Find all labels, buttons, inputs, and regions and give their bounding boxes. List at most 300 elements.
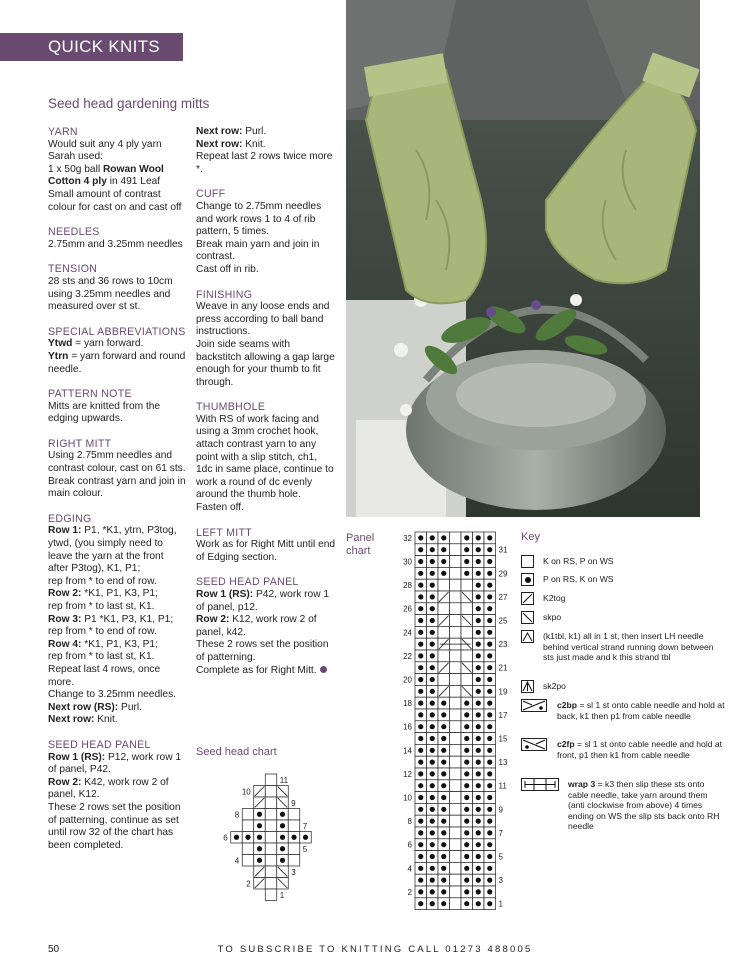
chart-cell xyxy=(450,650,462,662)
row-number-label: 8 xyxy=(407,817,412,827)
purl-dot xyxy=(476,594,481,599)
purl-dot xyxy=(476,618,481,623)
purl-dot xyxy=(464,771,469,776)
chart-cell xyxy=(450,803,462,815)
row-label: Next row: xyxy=(196,138,243,150)
purl-dot xyxy=(476,665,481,670)
row-number-label: 22 xyxy=(403,651,412,661)
purl-dot xyxy=(430,559,435,564)
purl-dot xyxy=(430,878,435,883)
purl-dot xyxy=(418,618,423,623)
seed-cell xyxy=(265,855,277,867)
purl-dot xyxy=(418,724,423,729)
purl-dot xyxy=(487,712,492,717)
purl-dot xyxy=(418,677,423,682)
skpo-icon xyxy=(521,611,534,624)
knit-symbol-icon xyxy=(521,555,534,568)
purl-dot xyxy=(464,819,469,824)
purl-dot xyxy=(430,842,435,847)
purl-dot xyxy=(418,901,423,906)
purl-dot xyxy=(487,866,492,871)
purl-dot xyxy=(418,712,423,717)
seed-cell xyxy=(288,820,300,832)
key-text: sk2po xyxy=(543,681,566,691)
key-text: P on RS, K on WS xyxy=(543,574,614,584)
chart-cell xyxy=(450,685,462,697)
purl-dot xyxy=(441,748,446,753)
key-def: = k3 then slip these sts onto cable needle, take yarn around them (anti clockwise from above) 4 times ending on WS the slip sts back onto RH needle xyxy=(568,779,720,831)
purl-dot xyxy=(418,535,423,540)
purl-dot xyxy=(418,819,423,824)
row-label: Row 4: xyxy=(48,638,82,650)
chart-cell xyxy=(450,615,462,627)
purl-dot xyxy=(464,559,469,564)
row-number-label: 23 xyxy=(498,640,508,650)
purl-dot xyxy=(476,701,481,706)
purl-dot xyxy=(476,760,481,765)
chart-cell xyxy=(450,839,462,851)
purl-dot xyxy=(487,630,492,635)
purl-dot xyxy=(464,724,469,729)
purl-dot xyxy=(476,535,481,540)
purl-dot xyxy=(441,854,446,859)
chart-cell xyxy=(450,591,462,603)
purl-dot xyxy=(430,866,435,871)
purl-dot xyxy=(464,807,469,812)
purl-dot xyxy=(487,760,492,765)
purl-dot xyxy=(476,724,481,729)
wrap3-icon xyxy=(521,778,559,791)
row-label: Row 2: xyxy=(48,588,82,600)
chart-cell xyxy=(450,674,462,686)
seed-dot xyxy=(234,835,239,840)
purl-dot xyxy=(487,606,492,611)
row-number-label: 6 xyxy=(407,840,412,850)
pattern-note-text: Mitts are knitted from the edging upwards. xyxy=(48,400,161,425)
seed-cell xyxy=(288,809,300,821)
purl-dot xyxy=(430,760,435,765)
row-number-label: 1 xyxy=(498,899,503,909)
purl-dot xyxy=(418,571,423,576)
purl-dot xyxy=(418,783,423,788)
row-label: Next row: xyxy=(48,714,95,726)
row-number-label: 4 xyxy=(407,864,412,874)
chart-cell xyxy=(461,603,473,615)
purl-dot xyxy=(430,618,435,623)
purl-dot xyxy=(418,653,423,658)
seed-cell xyxy=(265,774,277,786)
chart-cell xyxy=(450,662,462,674)
pattern-note-heading: PATTERN NOTE xyxy=(48,388,132,401)
purl-dot xyxy=(441,535,446,540)
purl-dot xyxy=(430,736,435,741)
purl-dot xyxy=(476,606,481,611)
thumbhole-line: With RS of work facing and using a 3mm crochet hook, attach contrast yarn to any point with a slip stitch, ch1, 1dc in same place, continue to work a round of dc evenly around the thumb hole. xyxy=(196,413,334,501)
row-text: Change to 3.25mm needles. xyxy=(48,689,176,701)
purl-dot xyxy=(476,689,481,694)
purl-dot xyxy=(476,559,481,564)
purl-dot xyxy=(441,866,446,871)
seed-dot xyxy=(291,835,296,840)
seed-cell xyxy=(265,878,277,890)
mitts-photo xyxy=(346,0,700,517)
purl-dot xyxy=(464,854,469,859)
purl-dot xyxy=(441,830,446,835)
row-text: *K1, P1, K3, P1; xyxy=(81,638,158,650)
right-line: Using 2.75mm needles and contrast colour, cast on 61 sts. xyxy=(48,450,186,475)
row-text: Purl. xyxy=(118,701,142,713)
yarn-line: in 491 Leaf xyxy=(106,176,161,188)
yarn-line: Sarah used: xyxy=(48,151,103,163)
key-text xyxy=(557,700,725,721)
purl-dot xyxy=(464,783,469,788)
purl-dot xyxy=(487,854,492,859)
purl-dot xyxy=(487,653,492,658)
right-line: Break contrast yarn and join in main colour. xyxy=(48,475,186,500)
chart-cell xyxy=(450,626,462,638)
chart-cell xyxy=(450,603,462,615)
purl-dot xyxy=(430,807,435,812)
key-def: = sl 1 st onto cable needle and hold at front, p1 then k1 from cable needle xyxy=(557,739,723,760)
subscribe-footer: TO SUBSCRIBE TO KNITTING CALL 01273 488005 xyxy=(217,944,533,955)
panel-chart xyxy=(395,528,515,913)
purl-dot xyxy=(487,842,492,847)
row-number-label: 16 xyxy=(403,722,412,732)
purl-dot xyxy=(418,795,423,800)
chart-cell xyxy=(450,768,462,780)
yarn-text xyxy=(48,139,186,215)
purl-dot xyxy=(487,807,492,812)
purl-dot xyxy=(430,712,435,717)
key-text: skpo xyxy=(543,612,562,622)
purl-dot xyxy=(418,854,423,859)
chart-cell xyxy=(450,544,462,556)
purl-dot xyxy=(430,901,435,906)
row-text: P1, *K1, ytrn, P3tog, ytwd, (you simply need to leave the yarn at the front after P3tog), K1, P1; xyxy=(48,525,177,575)
purl-dot xyxy=(487,559,492,564)
purl-dot xyxy=(441,889,446,894)
purl-dot xyxy=(487,771,492,776)
purl-dot xyxy=(430,606,435,611)
purl-dot xyxy=(418,606,423,611)
purl-dot xyxy=(487,665,492,670)
row-text: rep from * to last st, K1. xyxy=(48,601,155,612)
needles-heading: NEEDLES xyxy=(48,226,100,239)
thumbhole-line: Fasten off. xyxy=(196,502,244,514)
purl-dot xyxy=(476,677,481,682)
panel-label-line: Panel xyxy=(346,532,375,544)
purl-dot xyxy=(487,736,492,741)
purl-dot-icon xyxy=(521,573,534,586)
chart-cell xyxy=(461,650,473,662)
finishing-line: Weave in any loose ends and press according to ball band instructions. xyxy=(196,301,330,338)
purl-dot xyxy=(430,653,435,658)
purl-dot xyxy=(441,712,446,717)
key-item-sk2po xyxy=(521,680,726,694)
cuff-line: Cast off in rib. xyxy=(196,263,259,275)
row-number-label: 19 xyxy=(498,687,508,697)
purl-dot xyxy=(487,783,492,788)
purl-dot xyxy=(487,547,492,552)
row-text: rep from * to end of row. xyxy=(48,626,157,638)
purl-dot xyxy=(430,571,435,576)
purl-dot xyxy=(430,854,435,859)
left-mitt-text: Work as for Right Mitt until end of Edging section. xyxy=(196,539,336,563)
c2fp-icon xyxy=(521,738,547,751)
cuff-text xyxy=(196,201,336,277)
purl-dot xyxy=(487,830,492,835)
seed-row-number: 8 xyxy=(234,810,240,820)
seed-head-chart xyxy=(205,770,325,915)
needles-text: 2.75mm and 3.25mm needles xyxy=(48,238,183,250)
seed-cell xyxy=(242,855,254,867)
chart-cell xyxy=(438,650,450,662)
row-text: *K1, P1, K3, P1; xyxy=(81,588,158,600)
purl-dot xyxy=(487,748,492,753)
key-item-increase xyxy=(521,630,726,674)
purl-dot xyxy=(476,642,481,647)
purl-dot xyxy=(476,653,481,658)
key-item-c2fp xyxy=(521,738,726,774)
key-item-wrap3 xyxy=(521,778,726,850)
row-number-label: 14 xyxy=(403,746,412,756)
increase-icon xyxy=(521,630,534,643)
purl-dot xyxy=(464,701,469,706)
next-rows-text xyxy=(196,126,336,176)
seed-cell xyxy=(265,786,277,798)
row-text: P42, work row 1 of panel, p12. xyxy=(196,589,330,613)
row-number-label: 24 xyxy=(403,628,412,638)
purl-dot xyxy=(441,807,446,812)
seed-row-number: 9 xyxy=(291,799,296,809)
chart-cell xyxy=(438,626,450,638)
purl-dot xyxy=(476,547,481,552)
seed-cell xyxy=(242,820,254,832)
seed-row-number: 3 xyxy=(291,868,296,878)
tension-heading: TENSION xyxy=(48,263,98,276)
seed-cell xyxy=(265,843,277,855)
purl-dot xyxy=(441,795,446,800)
purl-dot xyxy=(476,795,481,800)
purl-dot xyxy=(464,736,469,741)
right-mitt-text xyxy=(48,450,186,500)
chart-cell xyxy=(450,886,462,898)
purl-dot xyxy=(430,642,435,647)
row-number-label: 7 xyxy=(498,828,503,838)
purl-dot xyxy=(430,535,435,540)
purl-dot xyxy=(476,736,481,741)
key-def: = sl 1 st onto cable needle and hold at back, k1 then p1 from cable needle xyxy=(557,700,725,721)
purl-dot xyxy=(476,901,481,906)
row-number-label: 10 xyxy=(403,793,412,803)
thumbhole-text xyxy=(196,414,336,515)
row-text: These 2 rows set the position of patterning, continue as set until row 32 of the chart has been completed. xyxy=(48,801,181,851)
chart-cell xyxy=(450,721,462,733)
seed-dot xyxy=(257,835,262,840)
row-number-label: 2 xyxy=(407,887,412,897)
seed-row-number: 1 xyxy=(279,891,285,901)
seed-head-chart-label: Seed head chart xyxy=(196,746,277,758)
purl-dot xyxy=(464,535,469,540)
seed-dot xyxy=(280,846,285,851)
cuff-heading: CUFF xyxy=(196,188,226,201)
chart-cell xyxy=(450,898,462,910)
purl-dot xyxy=(430,701,435,706)
row-number-label: 28 xyxy=(403,581,412,591)
purl-dot xyxy=(476,889,481,894)
seed-cell xyxy=(265,797,277,809)
tension-text: 28 sts and 36 rows to 10cm using 3.25mm needles and measured over st st. xyxy=(48,275,173,313)
chart-cell xyxy=(450,556,462,568)
seed-cell xyxy=(265,820,277,832)
purl-dot xyxy=(476,583,481,588)
purl-dot xyxy=(464,830,469,835)
chart-cell xyxy=(461,579,473,591)
purl-dot xyxy=(430,783,435,788)
yarn-line: Would suit any 4 ply yarn xyxy=(48,138,162,150)
row-number-label: 26 xyxy=(403,604,412,614)
row-number-label: 17 xyxy=(498,710,508,720)
chart-cell xyxy=(450,579,462,591)
chart-cell xyxy=(450,815,462,827)
seed-row-number: 2 xyxy=(246,879,251,889)
abbr-def: = yarn forward. xyxy=(72,338,144,350)
purl-dot xyxy=(418,689,423,694)
seed-cell xyxy=(288,843,300,855)
seed-cell xyxy=(242,809,254,821)
seed-row-number: 10 xyxy=(241,787,251,797)
purl-dot xyxy=(441,878,446,883)
row-text: Knit. xyxy=(94,714,118,726)
panel-label-line: chart xyxy=(346,545,371,557)
seed-dot xyxy=(280,858,285,863)
seed-head-panel-heading: SEED HEAD PANEL xyxy=(48,738,151,751)
instructions-column-1 xyxy=(48,126,186,852)
purl-dot xyxy=(464,901,469,906)
key-text: K on RS, P on WS xyxy=(543,556,614,566)
row-text: Knit. xyxy=(242,138,266,150)
purl-dot xyxy=(487,701,492,706)
row-text: Repeat last 2 rows twice more *. xyxy=(196,151,333,175)
purl-dot xyxy=(487,795,492,800)
purl-dot xyxy=(418,630,423,635)
seed-cell xyxy=(265,889,277,901)
purl-dot xyxy=(476,748,481,753)
purl-dot xyxy=(487,583,492,588)
purl-dot xyxy=(441,736,446,741)
row-number-label: 12 xyxy=(403,769,412,779)
chart-cell xyxy=(450,862,462,874)
row-number-label: 3 xyxy=(498,876,503,886)
row-text: rep from * to last st, K1. xyxy=(48,651,155,663)
abbr-term: Ytwd xyxy=(48,338,73,350)
purl-dot xyxy=(476,807,481,812)
purl-dot xyxy=(418,547,423,552)
chart-cell xyxy=(450,532,462,544)
cuff-line: Break main yarn and join in contrast. xyxy=(196,238,320,263)
yarn-line: Small amount of contrast colour for cast on and cast off xyxy=(48,188,182,213)
purl-dot xyxy=(476,771,481,776)
seed-cell xyxy=(265,809,277,821)
purl-dot xyxy=(418,889,423,894)
key-item-knit xyxy=(521,555,726,569)
row-number-label: 13 xyxy=(498,758,508,768)
seed-dot xyxy=(257,823,262,828)
key-text xyxy=(557,739,725,760)
row-text: P12, work row 1 of panel, P42. xyxy=(48,751,182,776)
purl-dot xyxy=(487,889,492,894)
purl-dot xyxy=(418,736,423,741)
purl-dot xyxy=(464,712,469,717)
k2tog-icon xyxy=(521,592,534,605)
row-label: Row 1: xyxy=(48,525,82,537)
abbreviations-heading: SPECIAL ABBREVIATIONS xyxy=(48,325,186,338)
abbreviations-text xyxy=(48,338,186,376)
sk2po-icon xyxy=(521,680,534,693)
chart-cell xyxy=(450,733,462,745)
yarn-brand: Rowan Wool Cotton 4 ply xyxy=(48,163,164,188)
purl-dot xyxy=(464,889,469,894)
purl-dot xyxy=(430,830,435,835)
chart-cell xyxy=(450,827,462,839)
chart-cell xyxy=(450,851,462,863)
key-item-purl xyxy=(521,573,726,587)
row-number-label: 29 xyxy=(498,569,508,579)
purl-dot xyxy=(476,819,481,824)
purl-dot xyxy=(487,594,492,599)
purl-dot xyxy=(430,677,435,682)
row-label: Row 2: xyxy=(48,776,82,788)
row-number-label: 25 xyxy=(498,616,508,626)
edging-text xyxy=(48,525,186,727)
purl-dot xyxy=(418,771,423,776)
chart-cell xyxy=(450,697,462,709)
seed-dot xyxy=(280,823,285,828)
key-heading: Key xyxy=(521,531,540,543)
left-mitt-heading: LEFT MITT xyxy=(196,526,253,539)
purl-dot xyxy=(430,795,435,800)
seed-cell xyxy=(265,866,277,878)
key-text: (k1tbl, k1) all in 1 st, then insert LH needle behind vertical strand running down between sts just made and k this strand tbl xyxy=(543,631,714,662)
yarn-line: 1 x 50g ball xyxy=(48,163,103,175)
purl-dot xyxy=(418,701,423,706)
key-text xyxy=(568,779,726,832)
seed-cell xyxy=(242,843,254,855)
row-number-label: 15 xyxy=(498,734,508,744)
purl-dot xyxy=(418,878,423,883)
chart-cell xyxy=(450,792,462,804)
purl-dot xyxy=(418,642,423,647)
row-number-label: 30 xyxy=(403,557,412,567)
purl-dot xyxy=(430,819,435,824)
row-number-label: 27 xyxy=(498,592,508,602)
purl-dot xyxy=(464,866,469,871)
abbr-term: Ytrn xyxy=(48,350,69,362)
purl-dot xyxy=(441,559,446,564)
panel-chart-label xyxy=(346,532,386,558)
purl-dot xyxy=(418,866,423,871)
purl-dot xyxy=(487,724,492,729)
purl-dot xyxy=(441,771,446,776)
chart-cell xyxy=(438,579,450,591)
seed-dot xyxy=(245,835,250,840)
purl-dot xyxy=(441,842,446,847)
seed-dot xyxy=(257,858,262,863)
left-seed-head-text xyxy=(196,589,336,677)
seed-dot xyxy=(257,812,262,817)
c2bp-icon xyxy=(521,699,547,712)
purl-dot xyxy=(476,712,481,717)
